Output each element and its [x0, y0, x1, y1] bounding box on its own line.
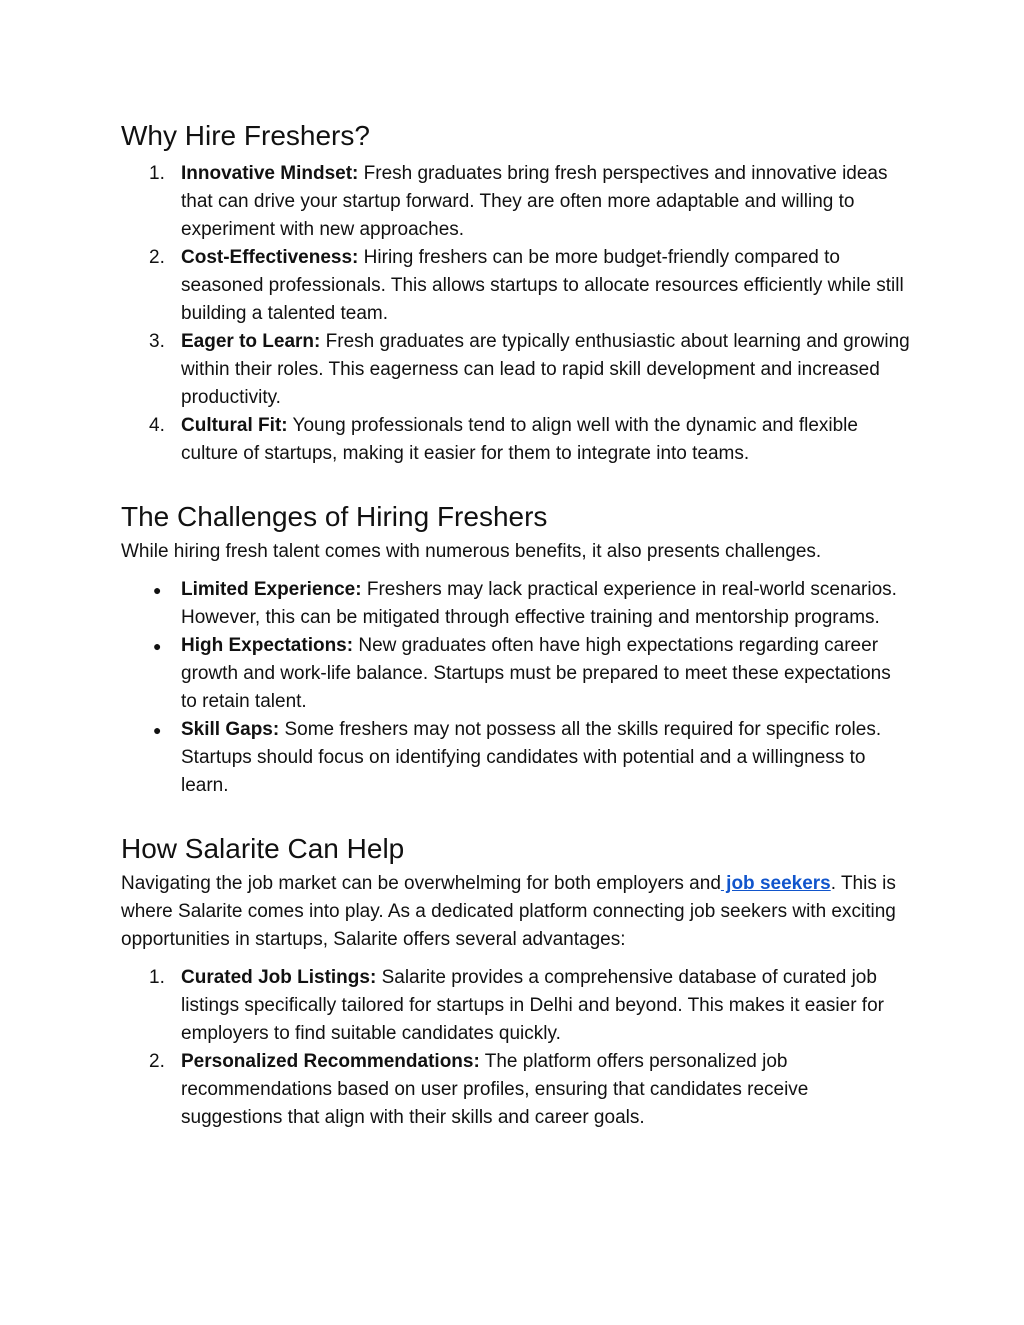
list-item-term: Cost-Effectiveness:	[181, 247, 359, 268]
list-item-description: New graduates often have high expectations regarding career growth and work-life balance. Startups must be prepared to meet these expectations to retain talent.	[181, 635, 891, 712]
list-number: 1.	[149, 967, 165, 988]
list-item-description: Salarite provides a comprehensive database of curated job listings specifically tailored for startups in Delhi and beyond. This makes it easier for employers to find suitable candidates quickly.	[181, 967, 884, 1044]
job-seekers-link[interactable]: job seekers	[720, 873, 831, 894]
list-item-description: Some freshers may not possess all the skills required for specific roles. Startups should focus on identifying candidates with potential and a willingness to learn.	[181, 719, 882, 796]
intro-text-after-link: . This is where Salarite comes into play. As a dedicated platform connecting job seekers with exciting opportunities in startups, Salarite offers several advantages:	[121, 873, 896, 950]
list-item	[121, 328, 911, 412]
list-item-text	[181, 576, 911, 632]
benefits-list	[121, 160, 911, 468]
list-item-description: Fresh graduates are typically enthusiastic about learning and growing within their roles. This eagerness can lead to rapid skill development and increased productivity.	[181, 331, 910, 408]
list-item-description: Fresh graduates bring fresh perspectives and innovative ideas that can drive your startup forward. They are often more adaptable and willing to experiment with new approaches.	[181, 163, 888, 240]
list-item	[121, 632, 911, 716]
section-challenges	[121, 499, 911, 800]
list-item-term: High Expectations:	[181, 635, 354, 656]
list-number: 3.	[149, 331, 165, 352]
list-number: 4.	[149, 415, 165, 436]
list-item	[121, 1048, 911, 1132]
list-item	[121, 244, 911, 328]
list-item	[121, 576, 911, 632]
section-heading: Why Hire Freshers?	[121, 120, 370, 151]
list-item-term: Curated Job Listings:	[181, 967, 377, 988]
list-item-description: The platform offers personalized job recommendations based on user profiles, ensuring that candidates receive suggestions that align with their skills and career goals.	[181, 1051, 809, 1128]
list-item-text	[181, 964, 911, 1048]
list-item-text	[181, 328, 911, 412]
list-item	[121, 160, 911, 244]
section-salarite-help	[121, 831, 911, 1132]
list-item-description: Young professionals tend to align well with the dynamic and flexible culture of startups, making it easier for them to integrate into teams.	[181, 415, 858, 464]
list-item-term: Cultural Fit:	[181, 415, 288, 436]
bullet-icon: ●	[153, 638, 162, 654]
list-item-text	[181, 412, 911, 468]
list-number: 2.	[149, 1051, 165, 1072]
list-item-description: Hiring freshers can be more budget-friendly compared to seasoned professionals. This allows startups to allocate resources efficiently while still building a talented team.	[181, 247, 904, 324]
advantages-list	[121, 964, 911, 1132]
section-intro: While hiring fresh talent comes with numerous benefits, it also presents challenges.	[121, 541, 822, 562]
list-number: 2.	[149, 247, 165, 268]
list-item-term: Personalized Recommendations:	[181, 1051, 480, 1072]
list-item-term: Limited Experience:	[181, 579, 362, 600]
bullet-icon: ●	[153, 582, 162, 598]
list-item-text	[181, 716, 911, 800]
list-item-description: Freshers may lack practical experience in real-world scenarios. However, this can be mitigated through effective training and mentorship programs.	[181, 579, 897, 628]
section-intro	[121, 870, 911, 954]
list-item-term: Innovative Mindset:	[181, 163, 359, 184]
list-item-text	[181, 1048, 911, 1132]
list-item	[121, 412, 911, 468]
list-item	[121, 964, 911, 1048]
section-why-hire-freshers	[121, 118, 911, 468]
challenges-list	[121, 576, 911, 800]
bullet-icon: ●	[153, 722, 162, 738]
list-item-term: Skill Gaps:	[181, 719, 280, 740]
section-heading: The Challenges of Hiring Freshers	[121, 501, 548, 532]
document-content	[121, 118, 911, 1132]
list-number: 1.	[149, 163, 165, 184]
list-item-text	[181, 160, 911, 244]
list-item-term: Eager to Learn:	[181, 331, 321, 352]
list-item	[121, 716, 911, 800]
section-heading: How Salarite Can Help	[121, 833, 405, 864]
intro-text-before-link: Navigating the job market can be overwhelming for both employers and	[121, 873, 721, 894]
list-item-text	[181, 632, 911, 716]
list-item-text	[181, 244, 911, 328]
